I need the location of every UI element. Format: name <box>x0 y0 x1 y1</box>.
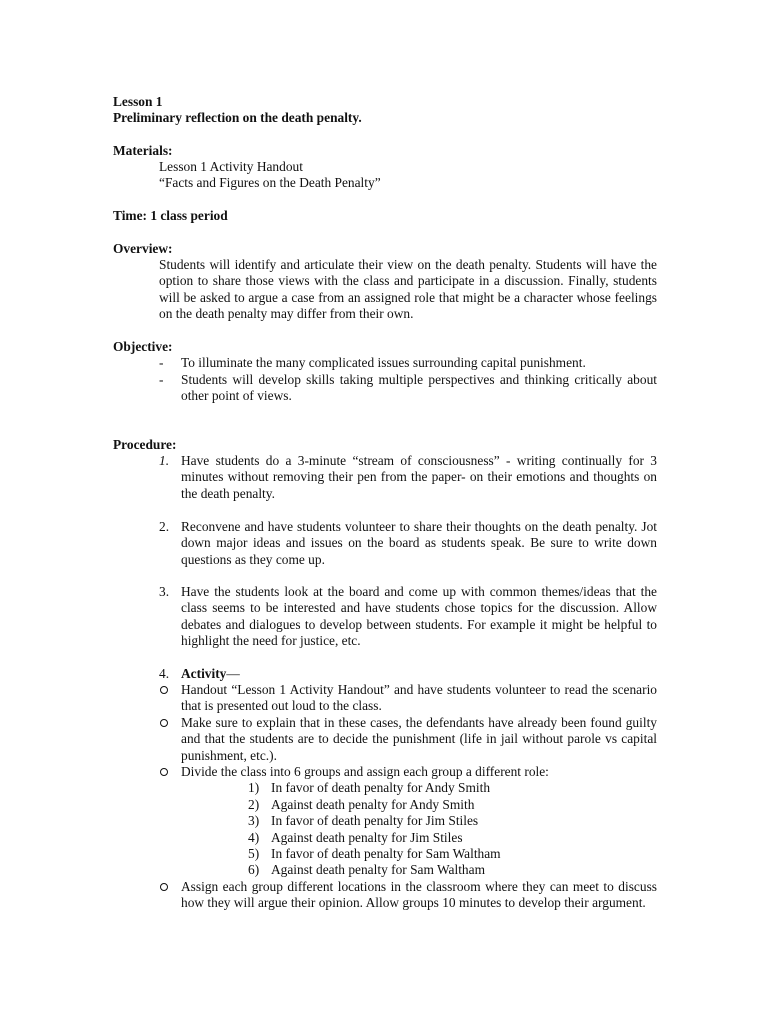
step-number: 4. <box>159 666 170 681</box>
overview-text: Students will identify and articulate their view on the death penalty. Students will have the option to share those views with the class and participate in a discussion. Finally, students will be asked to argue a case from an assigned role that might be a character whose feelings on the death penalty may differ from their own. <box>159 257 657 322</box>
circle-bullet-icon <box>159 682 168 698</box>
overview-heading: Overview: <box>113 241 173 256</box>
step-number: 3. <box>159 584 170 599</box>
circle-bullet-icon <box>159 764 168 780</box>
role-number: 1) <box>248 780 260 795</box>
step-text: Have the students look at the board and come up with common themes/ideas that the class seems to be interested and have students chose topics for the discussion. Allow debates and dialogues to develop between students. For example it might be helpful to highlight the need for justice, etc. <box>181 584 657 649</box>
role-text: Against death penalty for Sam Waltham <box>271 862 485 877</box>
dash-marker: - <box>159 355 164 370</box>
procedure-heading: Procedure: <box>113 437 177 452</box>
role-number: 5) <box>248 846 260 861</box>
role-text: In favor of death penalty for Jim Stiles <box>271 813 479 828</box>
bullet-text: Make sure to explain that in these cases, the defendants have already been found guilty and that the students are to decide the punishment (life in jail without parole vs capital punishment, etc.). <box>181 715 657 763</box>
activity-label: Activity <box>181 666 227 681</box>
bullet-text: Handout “Lesson 1 Activity Handout” and have students volunteer to read the scenario that is presented out loud to the class. <box>181 682 657 714</box>
objective-text: Students will develop skills taking multiple perspectives and thinking critically about other point of views. <box>181 372 657 404</box>
bullet-text: Divide the class into 6 groups and assign each group a different role: <box>181 764 549 779</box>
role-number: 2) <box>248 797 260 812</box>
role-number: 4) <box>248 830 260 845</box>
materials-item: Lesson 1 Activity Handout <box>159 159 303 174</box>
materials-heading: Materials: <box>113 143 173 158</box>
role-text: Against death penalty for Andy Smith <box>271 797 475 812</box>
time-label: Time: 1 class period <box>113 208 228 223</box>
circle-bullet-icon <box>159 715 168 731</box>
circle-bullet-icon <box>159 879 168 895</box>
lesson-subtitle: Preliminary reflection on the death penalty. <box>113 110 362 125</box>
activity-dash: — <box>226 666 240 681</box>
bullet-text: Assign each group different locations in the classroom where they can meet to discuss how they will argue their opinion. Allow groups 10 minutes to develop their argument. <box>181 879 657 911</box>
step-number: 1. <box>159 453 170 468</box>
materials-item: “Facts and Figures on the Death Penalty” <box>159 175 381 190</box>
step-text: Reconvene and have students volunteer to share their thoughts on the death penalty. Jot down major ideas and issues on the board as students speak. Be sure to write down questions as they come up. <box>181 519 657 567</box>
lesson-title: Lesson 1 <box>113 94 163 109</box>
dash-marker: - <box>159 372 164 387</box>
role-number: 6) <box>248 862 260 877</box>
objective-text: To illuminate the many complicated issues surrounding capital punishment. <box>181 355 586 370</box>
step-text: Have students do a 3-minute “stream of consciousness” - writing continually for 3 minutes without removing their pen from the paper- on their emotions and thoughts on the death penalty. <box>181 453 657 501</box>
role-text: Against death penalty for Jim Stiles <box>271 830 463 845</box>
step-number: 2. <box>159 519 170 534</box>
role-number: 3) <box>248 813 260 828</box>
objective-heading: Objective: <box>113 339 173 354</box>
role-text: In favor of death penalty for Andy Smith <box>271 780 491 795</box>
role-text: In favor of death penalty for Sam Waltham <box>271 846 501 861</box>
